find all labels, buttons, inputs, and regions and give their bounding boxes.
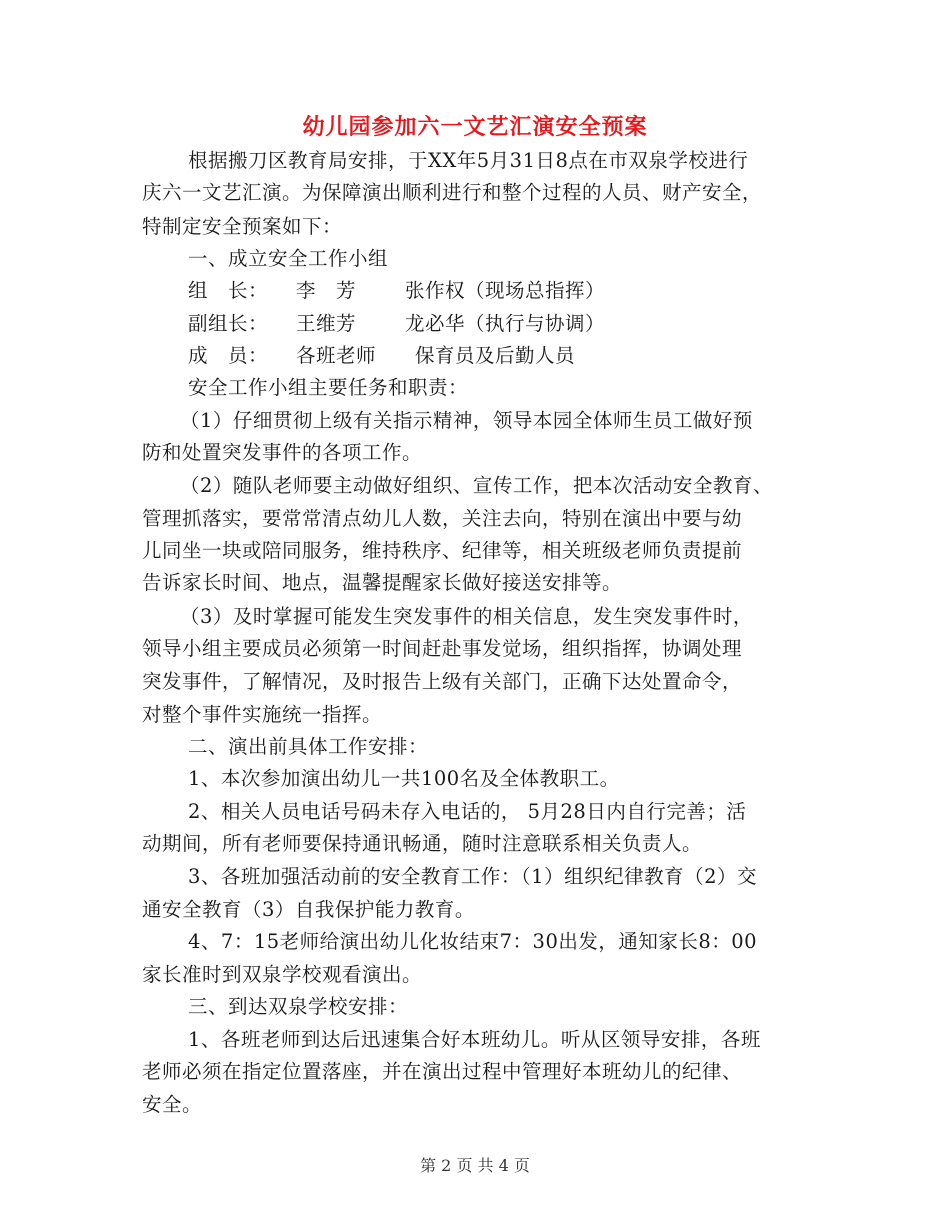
- paragraph-line: 3、各班加强活动前的安全教育工作：（1）组织纪律教育（2）交: [188, 865, 757, 888]
- page-footer: 第 2 页 共 4 页: [420, 1156, 530, 1175]
- section-heading: 二、演出前具体工作安排：: [188, 735, 429, 758]
- paragraph-line: 领导小组主要成员必须第一时间赶赴事发觉场，组织指挥，协调处理: [142, 637, 743, 660]
- roster-names: 李 芳: [296, 279, 357, 302]
- roster-role: 组 长：: [188, 279, 269, 302]
- paragraph-line: 动期间，所有老师要保持通讯畅通，随时注意联系相关负责人。: [142, 832, 703, 855]
- paragraph-line: 根据搬刀区教育局安排，于XX年5月31日8点在市双泉学校进行: [188, 149, 749, 172]
- section-heading: 三、到达双泉学校安排：: [188, 995, 409, 1018]
- paragraph-line: 安全工作小组主要任务和职责：: [188, 376, 469, 399]
- paragraph-line: 家长准时到双泉学校观看演出。: [142, 963, 423, 986]
- roster-detail: 龙必华（执行与协调）: [405, 312, 606, 335]
- paragraph-line: （3）及时掌握可能发生突发事件的相关信息，发生突发事件时，: [180, 605, 753, 628]
- paragraph-line: 老师必须在指定位置落座，并在演出过程中管理好本班幼儿的纪律、: [142, 1060, 743, 1083]
- roster-role: 副组长：: [188, 312, 269, 335]
- paragraph-line: 2、相关人员电话号码未存入电话的， 5月28日内自行完善；活: [188, 800, 747, 823]
- paragraph-line: 防和处置突发事件的各项工作。: [142, 441, 423, 464]
- section-heading: 一、成立安全工作小组: [188, 247, 389, 270]
- roster-detail: 保育员及后勤人员: [415, 344, 576, 367]
- paragraph-line: 通安全教育（3）自我保护能力教育。: [142, 898, 475, 921]
- roster-names: 王维芳: [296, 312, 357, 335]
- paragraph-line: 突发事件，了解情况，及时报告上级有关部门，正确下达处置命令，: [142, 670, 743, 693]
- roster-role: 成 员：: [188, 344, 269, 367]
- paragraph-line: 安全。: [142, 1093, 203, 1116]
- paragraph-line: 庆六一文艺汇演。为保障演出顺利进行和整个过程的人员、财产安全，: [142, 181, 763, 204]
- paragraph-line: 特制定安全预案如下：: [142, 215, 343, 238]
- paragraph-line: 告诉家长时间、地点，温馨提醒家长做好接送安排等。: [142, 571, 623, 594]
- paragraph-line: （1）仔细贯彻上级有关指示精神，领导本园全体师生员工做好预: [180, 409, 753, 432]
- document-title: 幼儿园参加六一文艺汇演安全预案: [302, 114, 648, 140]
- roster-detail: 张作权（现场总指挥）: [405, 279, 606, 302]
- paragraph-line: 管理抓落实，要常常清点幼儿人数，关注去向，特别在演出中要与幼: [142, 507, 743, 530]
- paragraph-line: 儿同坐一块或陪同服务，维持秩序、纪律等，相关班级老师负责提前: [142, 539, 743, 562]
- paragraph-line: 4、7：15老师给演出幼儿化妆结束7：30出发，通知家长8：00: [188, 930, 758, 953]
- paragraph-line: 对整个事件实施统一指挥。: [142, 703, 383, 726]
- roster-names: 各班老师: [296, 344, 377, 367]
- paragraph-line: 1、本次参加演出幼儿一共100名及全体教职工。: [188, 767, 620, 790]
- paragraph-line: （2）随队老师要主动做好组织、宣传工作，把本次活动安全教育、: [180, 474, 773, 497]
- paragraph-line: 1、各班老师到达后迅速集合好本班幼儿。听从区领导安排，各班: [188, 1028, 761, 1051]
